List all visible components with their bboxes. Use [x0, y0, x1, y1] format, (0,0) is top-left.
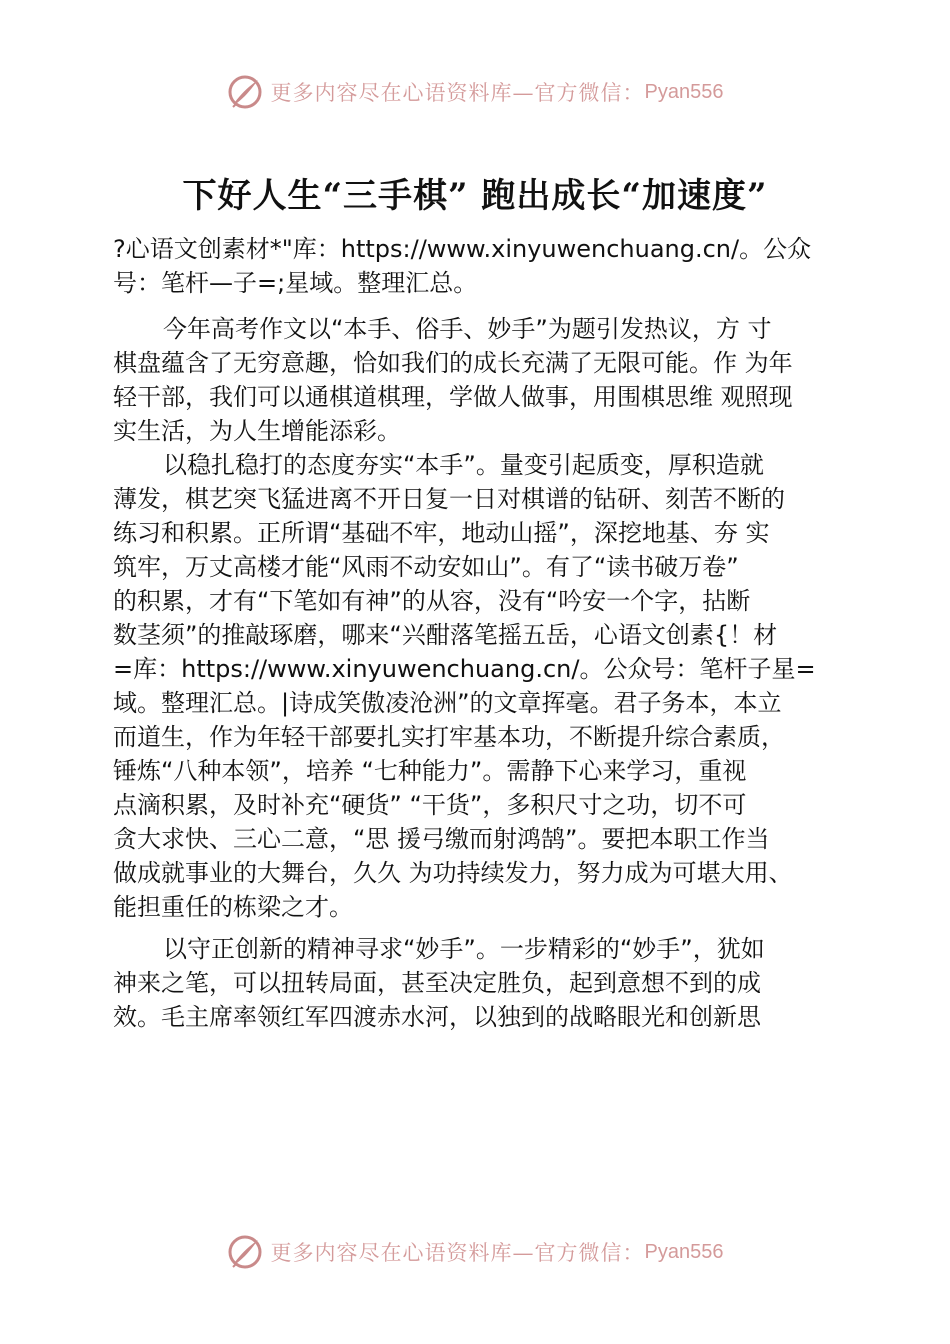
paragraph-line: =库：https://www.xinyuwenchuang.cn/。公众号：笔杆子星=: [113, 655, 816, 683]
paragraph-line: 以守正创新的精神寻求“妙手”。一步精彩的“妙手”，犹如: [163, 935, 765, 963]
wechat-id: Pyan556: [644, 80, 724, 103]
source-note: [113, 232, 848, 300]
paragraph-line: 实生活，为人生增能添彩。: [113, 417, 401, 445]
paragraph-line: 薄发，棋艺突飞猛进离不开日复一日对棋谱的钻研、刻苦不断的: [113, 485, 785, 513]
source-note-line: ?心语文创素材*"库：https://www.xinyuwenchuang.cn/。公众: [113, 235, 812, 263]
paragraph-2: [113, 448, 848, 924]
banner-text: 更多内容尽在心语资料库—官方微信：: [270, 81, 645, 105]
quill-logo-icon: [227, 1234, 263, 1270]
paragraph-line: 贪大求快、三心二意，“思 援弓缴而射鸿鹄”。要把本职工作当: [113, 825, 770, 853]
paragraph-line: 练习和积累。正所谓“基础不牢，地动山摇”，深挖地基、夯 实: [113, 519, 770, 547]
paragraph-line: 效。毛主席率领红军四渡赤水河，以独到的战略眼光和创新思: [113, 1003, 761, 1031]
paragraph-line: 做成就事业的大舞台，久久 为功持续发力，努力成为可堪大用、: [113, 859, 793, 887]
paragraph-line: 点滴积累，及时补充“硬货” “干货”，多积尺寸之功，切不可: [113, 791, 747, 819]
paragraph-line: 而道生，作为年轻干部要扎实打牢基本功，不断提升综合素质，: [113, 723, 785, 751]
paragraph-line: 能担重任的栋梁之才。: [113, 893, 353, 921]
paragraph-line: 以稳扎稳打的态度夯实“本手”。量变引起质变，厚积造就: [163, 451, 764, 479]
source-note-line: 号：笔杆—子=;星域。整理汇总。: [113, 269, 478, 297]
paragraph-line: 神来之笔，可以扭转局面，甚至决定胜负，起到意想不到的成: [113, 969, 761, 997]
paragraph-line: 今年高考作文以“本手、俗手、妙手”为题引发热议，方 寸: [163, 315, 772, 343]
paragraph-line: 的积累，才有“下笔如有神”的从容，没有“吟安一个字，拈断: [113, 587, 751, 615]
header-banner: [0, 70, 950, 114]
paragraph-line: 数茎须”的推敲琢磨，哪来“兴酣落笔摇五岳，心语文创素{！材: [113, 621, 778, 649]
article-title: 下好人生“三手棋” 跑出成长“加速度”: [182, 176, 768, 216]
paragraph-line: 域。整理汇总。|诗成笑傲凌沧洲”的文章挥毫。君子务本，本立: [113, 689, 782, 717]
paragraph-line: 棋盘蕴含了无穷意趣，恰如我们的成长充满了无限可能。作 为年: [113, 349, 793, 377]
article-body: [113, 232, 848, 1034]
paragraph-line: 筑牢，万丈高楼才能“风雨不动安如山”。有了“读书破万卷”: [113, 553, 739, 581]
quill-logo-icon: [227, 74, 263, 110]
paragraph-line: 锤炼“八种本领”，培养 “七种能力”。需静下心来学习，重视: [113, 757, 747, 785]
footer-banner: [0, 1230, 950, 1274]
paragraph-line: 轻干部，我们可以通棋道棋理，学做人做事，用围棋思维 观照现: [113, 383, 793, 411]
banner-text: 更多内容尽在心语资料库—官方微信：: [270, 1241, 645, 1265]
wechat-id: Pyan556: [644, 1240, 724, 1263]
paragraph-3: [113, 932, 848, 1034]
paragraph-1: [113, 312, 848, 448]
